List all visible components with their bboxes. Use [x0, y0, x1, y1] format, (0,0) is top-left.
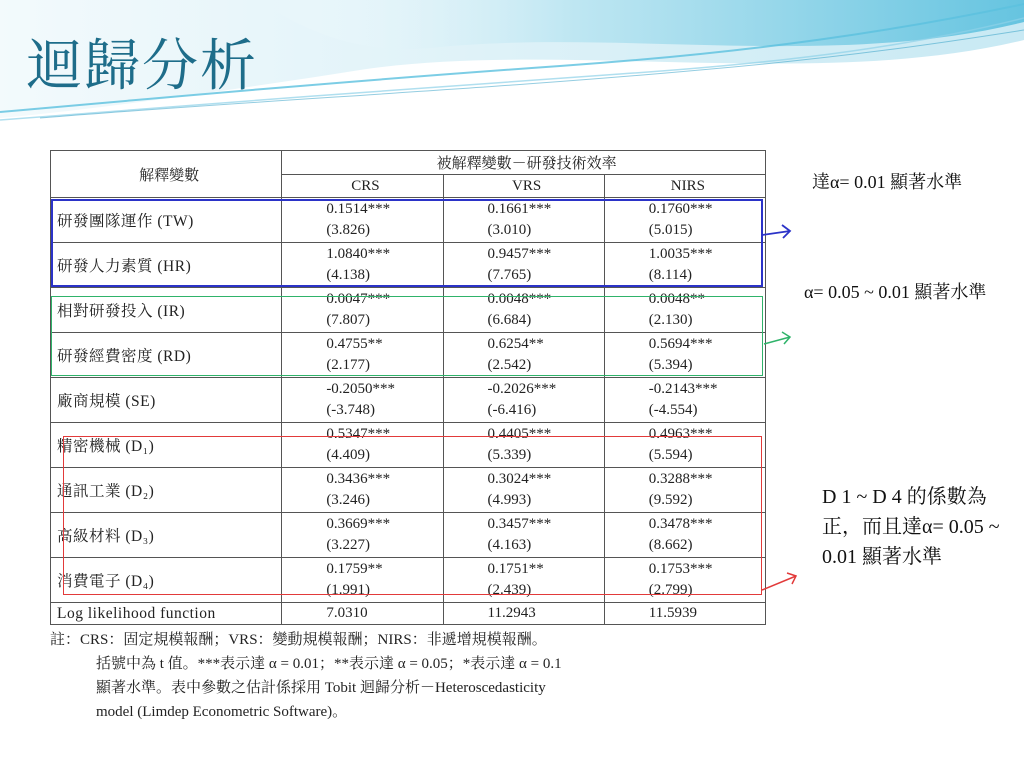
coefficient: 0.3457*** [487, 516, 552, 532]
t-value: (2.439) [487, 582, 532, 598]
footnote-line: 顯著水準。表中參數之估計係採用 Tobit 迴歸分析－Heteroscedasticity [96, 680, 546, 696]
t-value: (5.015) [648, 222, 693, 238]
dependent-variable-header: 被解釋變數－研發技術效率 [282, 151, 766, 175]
coefficient: 0.1759** [326, 561, 383, 577]
table-cell [604, 333, 765, 378]
coefficient: 0.3024*** [487, 471, 552, 487]
row-label: 通訊工業 (D₂) [51, 468, 282, 513]
loglik-value: 7.0310 [282, 603, 443, 625]
t-value: (4.163) [487, 537, 532, 553]
table-cell [604, 558, 765, 603]
column-header-crs: CRS [282, 175, 443, 198]
table-cell [443, 558, 604, 603]
table-row [51, 243, 766, 288]
table-row [51, 558, 766, 603]
column-header-vrs: VRS [443, 175, 604, 198]
table-cell [282, 198, 443, 243]
coefficient: 1.0035*** [648, 246, 713, 262]
loglik-row [51, 603, 766, 625]
table-cell [443, 333, 604, 378]
annotation-red: D 1 ~ D 4 的係數為正，而且達α= 0.05 ~ 0.01 顯著水準 [822, 486, 1000, 568]
coefficient: -0.2026*** [487, 381, 557, 397]
t-value: (1.991) [326, 582, 371, 598]
t-value: (-3.748) [326, 402, 376, 418]
table-cell [443, 513, 604, 558]
coefficient: 0.4963*** [648, 426, 713, 442]
coefficient: 0.3478*** [648, 516, 713, 532]
coefficient: 0.3669*** [326, 516, 391, 532]
row-label: 精密機械 (D₁) [51, 423, 282, 468]
coefficient: -0.2050*** [326, 381, 396, 397]
footnote-line: model (Limdep Econometric Software)。 [96, 704, 348, 720]
t-value: (4.409) [326, 447, 371, 463]
coefficient: 0.1760*** [648, 201, 713, 217]
t-value: (-6.416) [487, 402, 537, 418]
table-cell [604, 243, 765, 288]
coefficient: 0.1751** [487, 561, 544, 577]
coefficient: 0.5347*** [326, 426, 391, 442]
t-value: (3.010) [487, 222, 532, 238]
t-value: (7.765) [487, 267, 532, 283]
table-cell [604, 423, 765, 468]
t-value: (3.246) [326, 492, 371, 508]
table-row [51, 468, 766, 513]
coefficient: 0.1514*** [326, 201, 391, 217]
table-cell [443, 243, 604, 288]
loglik-value: 11.5939 [604, 603, 765, 625]
coefficient: 0.4405*** [487, 426, 552, 442]
row-label: 高級材料 (D₃) [51, 513, 282, 558]
t-value: (-4.554) [648, 402, 698, 418]
t-value: (2.542) [487, 357, 532, 373]
t-value: (6.684) [487, 312, 532, 328]
t-value: (2.130) [648, 312, 693, 328]
arrow-icon-green [764, 332, 790, 344]
column-header-nirs: NIRS [604, 175, 765, 198]
t-value: (9.592) [648, 492, 693, 508]
row-label: 研發團隊運作 (TW) [51, 198, 282, 243]
table-cell [443, 378, 604, 423]
coefficient: 0.0048*** [487, 291, 552, 307]
coefficient: 0.3436*** [326, 471, 391, 487]
t-value: (5.339) [487, 447, 532, 463]
arrow-icon-red [762, 573, 796, 590]
row-label: Log likelihood function [51, 603, 282, 625]
table-cell [604, 198, 765, 243]
footnote-line: 括號中為 t 值。***表示達 α = 0.01；**表示達 α = 0.05；*表示達 α = 0.1 [96, 656, 562, 672]
coefficient: 0.6254** [487, 336, 544, 352]
loglik-value: 11.2943 [443, 603, 604, 625]
coefficient: 0.3288*** [648, 471, 713, 487]
coefficient: 0.5694*** [648, 336, 713, 352]
table-row [51, 288, 766, 333]
arrow-icon-blue [762, 225, 790, 238]
table-cell [282, 423, 443, 468]
t-value: (5.394) [648, 357, 693, 373]
t-value: (7.807) [326, 312, 371, 328]
table-cell [282, 558, 443, 603]
table-cell [443, 468, 604, 513]
footnote-line: 註：CRS：固定規模報酬；VRS：變動規模報酬；NIRS：非遞增規模報酬。 [50, 632, 547, 648]
slide-title: 迴歸分析 [26, 34, 258, 99]
coefficient: 0.9457*** [487, 246, 552, 262]
table-cell [443, 423, 604, 468]
table-cell [282, 468, 443, 513]
row-label: 相對研發投入 (IR) [51, 288, 282, 333]
table-cell [282, 333, 443, 378]
table-cell [604, 288, 765, 333]
t-value: (2.177) [326, 357, 371, 373]
table-cell [282, 243, 443, 288]
t-value: (5.594) [648, 447, 693, 463]
table-header-row [51, 151, 766, 175]
t-value: (8.662) [648, 537, 693, 553]
t-value: (4.993) [487, 492, 532, 508]
t-value: (4.138) [326, 267, 371, 283]
coefficient: 0.1661*** [487, 201, 552, 217]
row-label: 消費電子 (D₄) [51, 558, 282, 603]
table-row [51, 378, 766, 423]
table-cell [604, 468, 765, 513]
t-value: (3.826) [326, 222, 371, 238]
row-label: 廠商規模 (SE) [51, 378, 282, 423]
t-value: (2.799) [648, 582, 693, 598]
coefficient: 0.0047*** [326, 291, 391, 307]
row-label: 研發經費密度 (RD) [51, 333, 282, 378]
table-footnote [50, 628, 780, 724]
label-column-header: 解釋變數 [51, 151, 282, 198]
regression-table [50, 150, 766, 625]
annotation-blue: 達α= 0.01 顯著水準 [812, 172, 963, 192]
table-row [51, 333, 766, 378]
table-cell [282, 378, 443, 423]
coefficient: 0.1753*** [648, 561, 713, 577]
table-cell [604, 378, 765, 423]
coefficient: 0.0048** [648, 291, 705, 307]
table-cell [443, 198, 604, 243]
table-row [51, 198, 766, 243]
table-row [51, 513, 766, 558]
coefficient: 1.0840*** [326, 246, 391, 262]
coefficient: -0.2143*** [648, 381, 718, 397]
t-value: (8.114) [648, 267, 692, 283]
annotation-arrows [760, 220, 810, 600]
coefficient: 0.4755** [326, 336, 383, 352]
table-cell [604, 513, 765, 558]
table-cell [282, 513, 443, 558]
t-value: (3.227) [326, 537, 371, 553]
annotation-green: α= 0.05 ~ 0.01 顯著水準 [804, 282, 987, 302]
table-cell [282, 288, 443, 333]
table-row [51, 423, 766, 468]
table-cell [443, 288, 604, 333]
row-label: 研發人力素質 (HR) [51, 243, 282, 288]
